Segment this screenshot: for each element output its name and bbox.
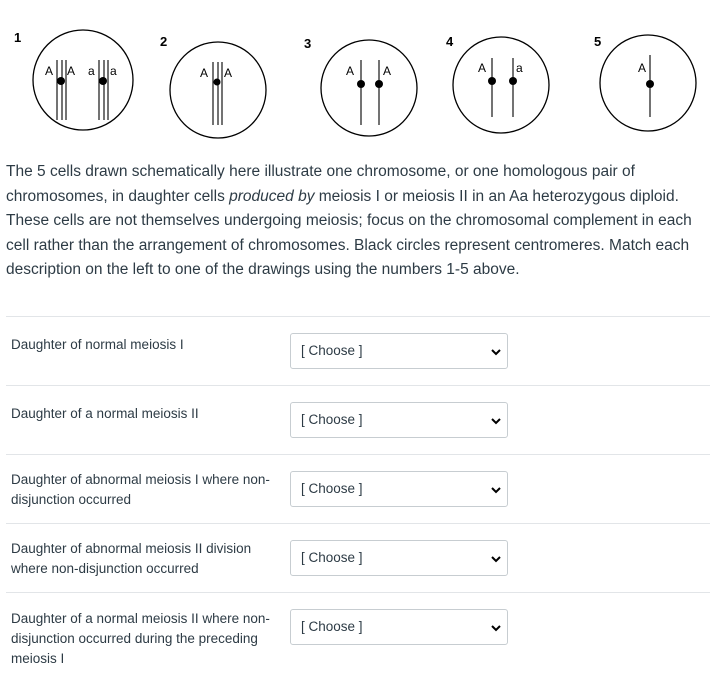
answer-dropdown[interactable] <box>290 333 508 369</box>
row-description: Daughter of a normal meiosis II <box>11 406 199 421</box>
row-description: Daughter of abnormal meiosis II division where non-disjunction occurred <box>11 541 252 576</box>
match-row-2 <box>6 385 710 455</box>
row-description: Daughter of abnormal meiosis I where non-disjunction occurred <box>11 472 270 507</box>
chromosomes <box>57 60 108 120</box>
allele-label: A <box>346 64 355 78</box>
centromere <box>646 80 654 88</box>
emphasis: produced by <box>229 187 315 205</box>
match-row-1 <box>6 316 710 386</box>
dropdown-value: [ Choose ] <box>301 343 363 358</box>
chevron-down-icon <box>491 485 501 495</box>
dropdown-value: [ Choose ] <box>301 550 363 565</box>
answer-dropdown[interactable] <box>290 540 508 576</box>
answer-dropdown[interactable] <box>290 402 508 438</box>
allele-label: a <box>88 64 95 78</box>
allele-label: a <box>516 61 523 75</box>
dropdown-value: [ Choose ] <box>301 481 363 496</box>
chevron-down-icon <box>491 623 501 633</box>
centromere <box>509 77 517 85</box>
cell-4 <box>446 34 549 133</box>
cell-number: 5 <box>594 34 602 49</box>
answer-dropdown[interactable] <box>290 609 508 645</box>
match-row-5 <box>6 592 710 681</box>
centromere <box>488 77 496 85</box>
chevron-down-icon <box>491 416 501 426</box>
centromere <box>214 79 221 86</box>
cell-membrane <box>321 40 417 136</box>
allele-label: A <box>383 64 392 78</box>
centromere <box>357 80 365 88</box>
cell-5 <box>594 34 696 131</box>
cell-3 <box>304 36 417 136</box>
dropdown-value: [ Choose ] <box>301 619 363 634</box>
match-row-3 <box>6 454 710 524</box>
answer-dropdown[interactable] <box>290 471 508 507</box>
chromosomes <box>213 62 222 125</box>
row-description: Daughter of normal meiosis I <box>11 337 184 352</box>
allele-label: a <box>110 64 117 78</box>
cell-number: 2 <box>160 34 168 49</box>
allele-label: A <box>67 64 76 78</box>
cell-number: 3 <box>304 36 312 51</box>
allele-label: A <box>224 66 233 80</box>
dropdown-value: [ Choose ] <box>301 412 363 427</box>
cell-membrane <box>33 30 133 130</box>
allele-label: A <box>200 66 209 80</box>
allele-label: A <box>478 61 487 75</box>
cell-number: 4 <box>446 34 454 49</box>
allele-label: A <box>638 61 647 75</box>
centromere <box>57 77 65 85</box>
cells-figure <box>0 0 715 150</box>
centromere <box>99 77 107 85</box>
centromere <box>375 80 383 88</box>
chromosomes <box>361 60 379 125</box>
cell-2 <box>160 34 266 138</box>
cell-membrane <box>453 37 549 133</box>
cell-1 <box>14 30 133 130</box>
instructions-paragraph: The 5 cells drawn schematically here illustrate one chromosome, or one homologous pair of chromosomes, in daughter cells produced by meiosis I or meiosis II in an Aa heterozygous diploid. These cells are not themselves undergoing meiosis; focus on the chromosomal complement in each cell rather than the arrangement of chromosomes. Black circles represent centromeres. Match each description on the left to one of the drawings using the numbers 1-5 above. <box>6 163 692 278</box>
chromosomes <box>492 58 513 117</box>
chevron-down-icon <box>491 554 501 564</box>
cell-number: 1 <box>14 30 22 45</box>
match-row-4 <box>6 523 710 593</box>
chevron-down-icon <box>491 347 501 357</box>
row-description: Daughter of a normal meiosis II where non-disjunction occurred during the preceding meiosis I <box>11 611 270 666</box>
allele-label: A <box>45 64 54 78</box>
